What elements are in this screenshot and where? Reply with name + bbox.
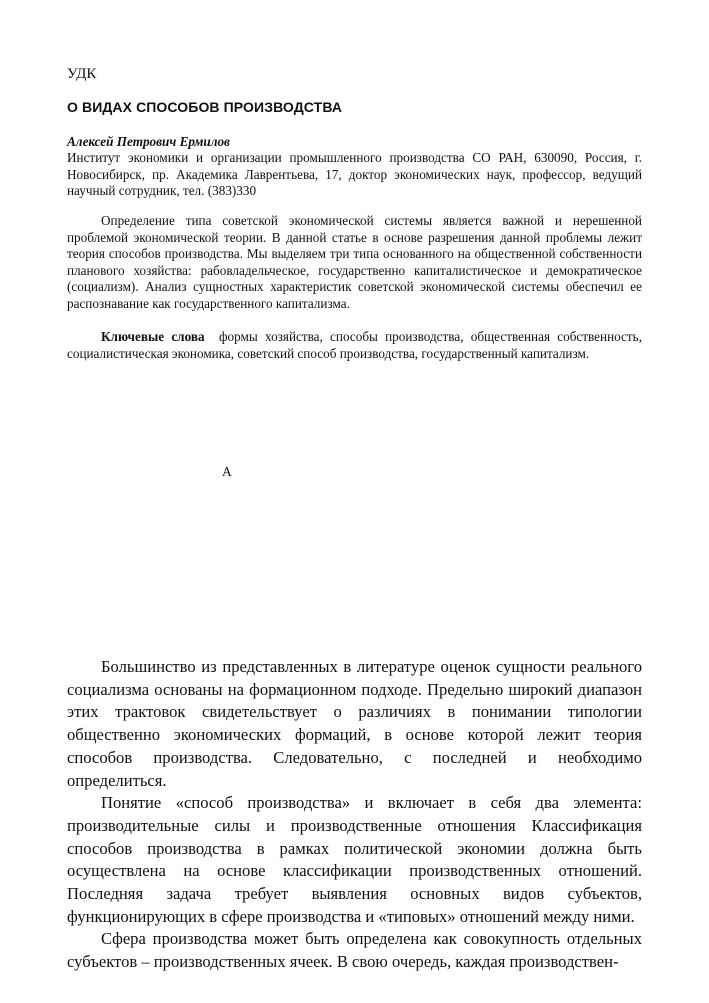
keywords-text: формы хозяйства, способы производства, общественная собственность, социалистическая экономика, советский способ производства, государственный капитализм. xyxy=(67,329,642,361)
article-title: О ВИДАХ СПОСОБОВ ПРОИЗВОДСТВА xyxy=(67,99,343,115)
keywords-label: Ключевые слова xyxy=(101,329,205,344)
abstract: Определение типа советской экономической системы является важной и нерешенной проблемой экономической теории. В данной статье в основе разрешения данной проблемы лежит теория способов производства. Мы выделяем три типа основанного на общественной собственности планового хозяйства: рабовладельческое, государственно капиталистическое и демократическое (социализм). Анализ сущностных характеристик советской экономической системы обеспечил ее распознавание как государственного капитализма. xyxy=(67,213,642,311)
author-affiliation: Институт экономики и организации промышленного производства СО РАН, 630090, Россия, г. Новосибирск, пр. Академика Лаврентьева, 17, доктор экономических наук, профессор, ведущий научный сотрудник, тел. (383)330 xyxy=(67,150,642,199)
stray-letter: А xyxy=(222,464,232,479)
body-text xyxy=(67,656,642,974)
body-paragraph: Большинство из представленных в литературе оценок сущности реального социализма основаны на формационном подходе. Предельно широкий диапазон этих трактовок свидетельствует о различиях в понимании типологии общественно экономических формаций, в основе которой лежит теория способов производства. Следовательно, с последней и необходимо определиться. xyxy=(67,657,642,790)
body-paragraph: Понятие «способ производства» и включает в себя два элемента: производительные силы и производственные отношения Классификация способов производства в рамках политической экономии должна быть осуществлена на основе классификации производственных отношений. Последняя задача требует выявления основных видов субъектов, функционирующих в сфере производства и «типовых» отношений между ними. xyxy=(67,793,642,926)
author-block xyxy=(67,134,642,200)
keywords xyxy=(67,329,642,362)
body-paragraph: Сфера производства может быть определена как совокупность отдельных субъектов – производственных ячеек. В свою очередь, каждая производствен- xyxy=(67,929,642,972)
udk-label: УДК xyxy=(67,66,97,82)
author-name: Алексей Петрович Ермилов xyxy=(67,134,230,149)
